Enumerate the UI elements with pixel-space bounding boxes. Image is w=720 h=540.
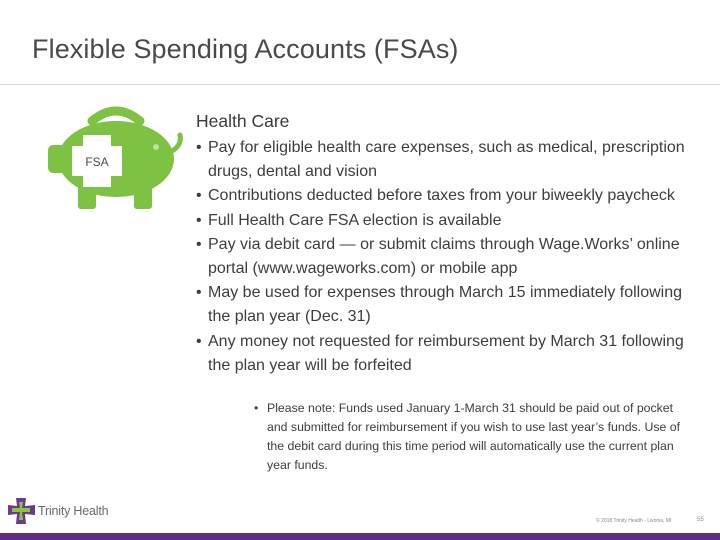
- logo-text: Trinity Health: [38, 504, 109, 518]
- slide-title: Flexible Spending Accounts (FSAs): [32, 34, 459, 64]
- bullet-item: • Pay for eligible health care expenses, such as medical, prescription drugs, dental and vision: [196, 136, 706, 184]
- fsa-icon-label: FSA: [85, 155, 109, 169]
- bullet-item: • Any money not requested for reimbursement by March 31 following the plan year will be forfeited: [196, 330, 706, 378]
- title-divider: [0, 84, 720, 85]
- bullet-list: [196, 136, 706, 378]
- page-number: 55: [697, 517, 704, 523]
- footer-bar: [0, 533, 720, 540]
- piggy-bank-icon: [44, 105, 184, 215]
- note-list: [254, 399, 694, 475]
- bullet-item: • Pay via debit card — or submit claims through Wage.Works’ online portal (www.wageworks.com) or mobile app: [196, 233, 706, 281]
- bullet-item: • Contributions deducted before taxes from your biweekly paycheck: [196, 184, 706, 208]
- bullet-item: • Full Health Care FSA election is available: [196, 209, 706, 233]
- copyright-text: © 2018 Trinity Health - Livonia, MI: [596, 518, 672, 524]
- bullet-item: • May be used for expenses through March 15 immediately following the plan year (Dec. 31): [196, 281, 706, 329]
- note-text: • Please note: Funds used January 1-March 31 should be paid out of pocket and submitted for reimbursement if you wish to use last year’s funds. Use of the debit card during this time period will automatically use the current plan year funds.: [254, 399, 694, 475]
- section-heading: Health Care: [196, 111, 290, 131]
